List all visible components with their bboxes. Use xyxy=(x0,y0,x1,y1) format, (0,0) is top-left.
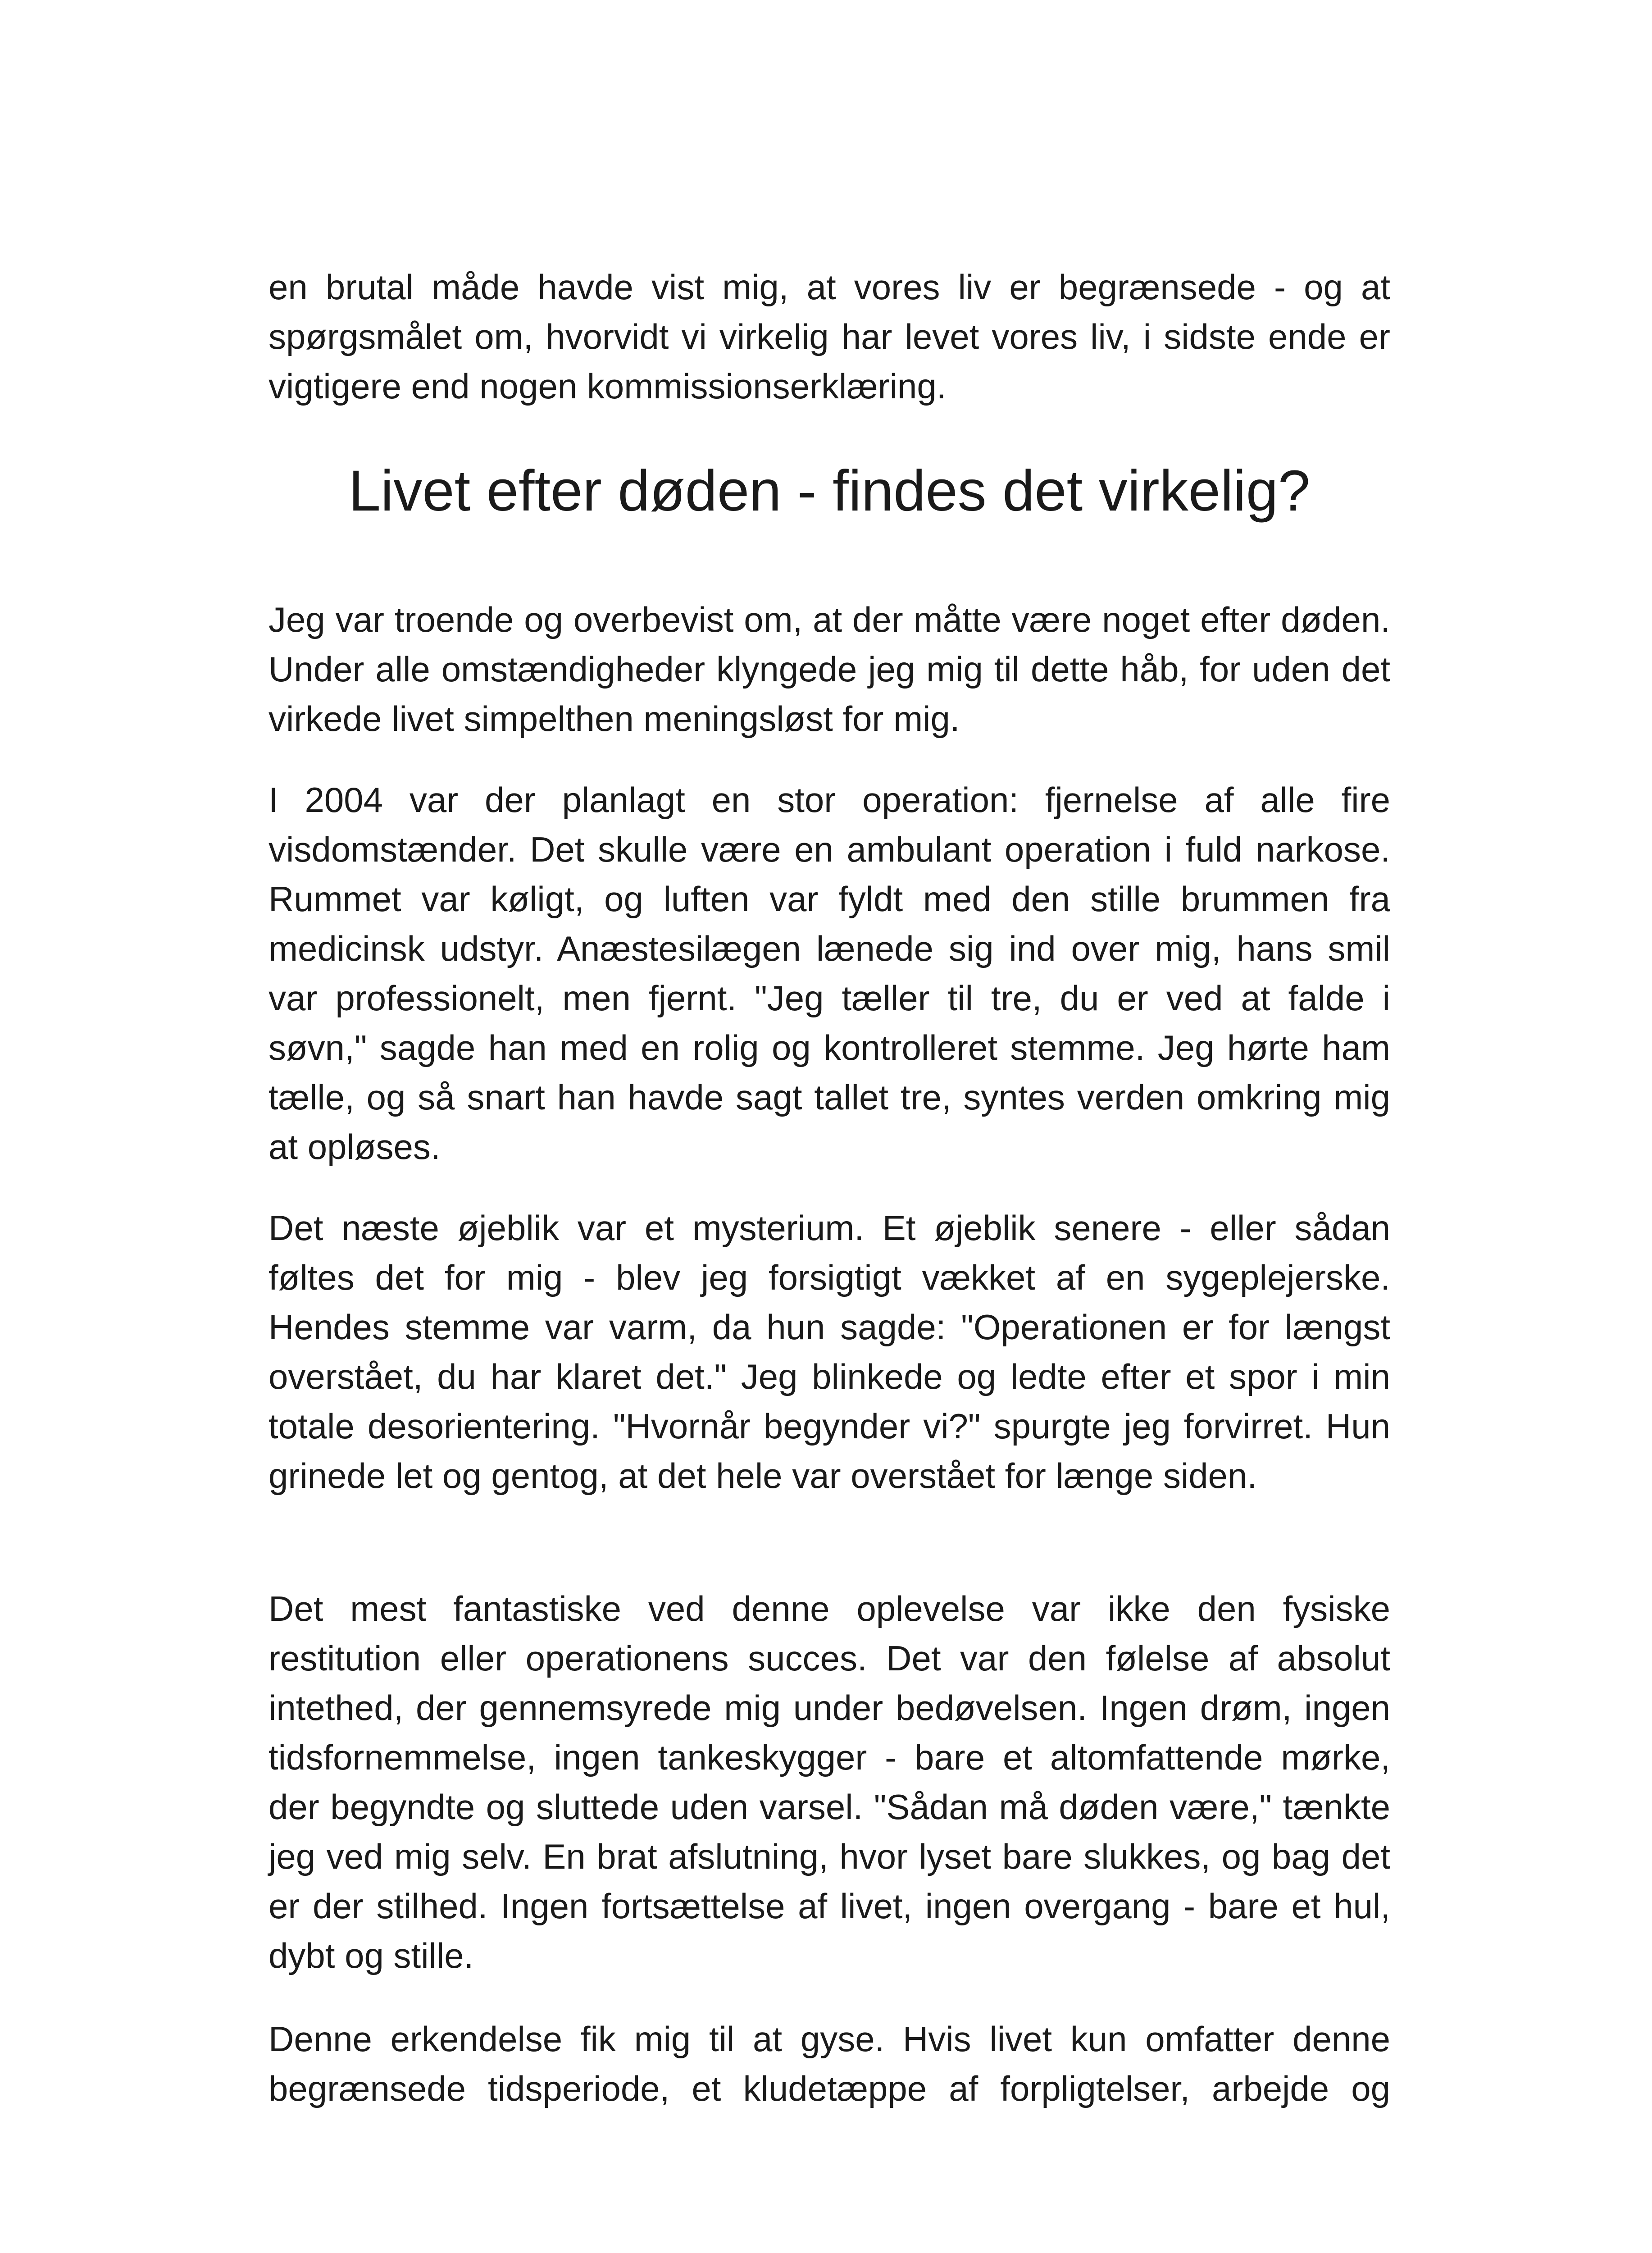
body-paragraph: Det mest fantastiske ved denne oplevelse var ikke den fysiske restitution eller operationens succes. Det var den følelse af absolut intethed, der gennemsyrede mig under bedøvelsen. Ingen drøm, ingen tidsfornemmelse, ingen tankeskygger - bare et altomfattende mørke, der begyndte og sluttede uden varsel. "Sådan må døden være," tænkte jeg ved mig selv. En brat afslutning, hvor lyset bare slukkes, og bag det er der stilhed. Ingen fortsættelse af livet, ingen overgang - bare et hul, dybt og stille. xyxy=(269,1589,1390,1975)
intro-paragraph: en brutal måde havde vist mig, at vores liv er begrænsede - og at spørgsmålet om, hvorvidt vi virkelig har levet vores liv, i sidste ende er vigtigere end nogen kommissionserklæring. xyxy=(269,267,1390,406)
body-paragraph-continued: Denne erkendelse fik mig til at gyse. Hvis livet kun omfatter denne begrænsede tidsperiode, et kludetæppe af forpligtelser, arbejde og xyxy=(269,2019,1390,2108)
body-paragraph: I 2004 var der planlagt en stor operation: fjernelse af alle fire visdomstænder. Det skulle være en ambulant operation i fuld narkose. Rummet var køligt, og luften var fyldt med den stille brummen fra medicinsk udstyr. Anæstesilægen lænede sig ind over mig, hans smil var professionelt, men fjernt. "Jeg tæller til tre, du er ved at falde i søvn," sagde han med en rolig og kontrolleret stemme. Jeg hørte ham tælle, og så snart han havde sagt tallet tre, syntes verden omkring mig at opløses. xyxy=(269,780,1390,1167)
body-paragraph: Det næste øjeblik var et mysterium. Et øjeblik senere - eller sådan føltes det for mig - blev jeg forsigtigt vækket af en sygeplejerske. Hendes stemme var varm, da hun sagde: "Operationen er for længst overstået, du har klaret det." Jeg blinkede og ledte efter et spor i min totale desorientering. "Hvornår begynder vi?" spurgte jeg forvirret. Hun grinede let og gentog, at det hele var overstået for længe siden. xyxy=(269,1208,1390,1496)
body-paragraph: Jeg var troende og overbevist om, at der måtte være noget efter døden. Under alle omstændigheder klyngede jeg mig til dette håb, for uden det virkede livet simpelthen meningsløst for mig. xyxy=(269,600,1390,739)
section-heading: Livet efter døden - findes det virkelig? xyxy=(348,459,1311,523)
